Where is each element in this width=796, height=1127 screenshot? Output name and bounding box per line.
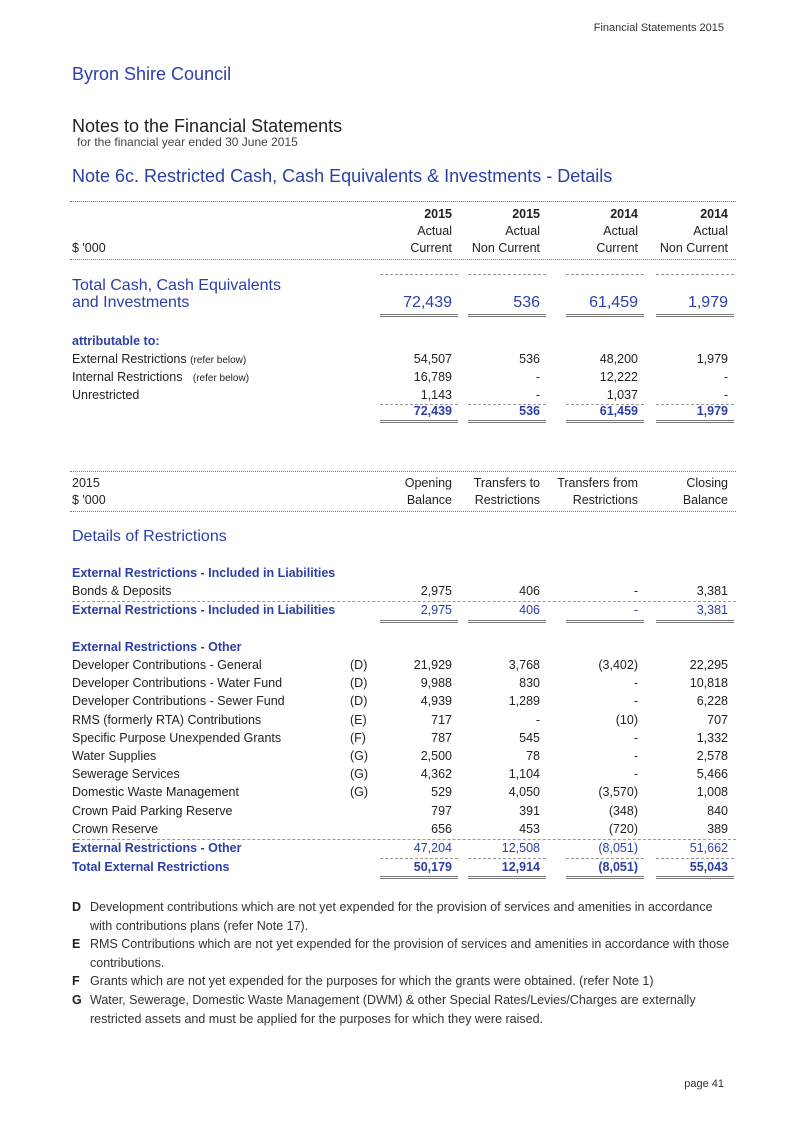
t1-h1-l2: Current [410, 241, 452, 255]
cell: 656 [431, 821, 452, 836]
cell: 840 [707, 803, 728, 818]
footnote-key: G [72, 993, 82, 1007]
liab-dbl [656, 620, 734, 623]
row-label: Water Supplies [72, 749, 157, 763]
row-label: Bonds & Deposits [72, 584, 172, 598]
t1-h2-l1: Actual [505, 224, 540, 238]
cell: - [633, 694, 638, 709]
t1-total-label-1: Total Cash, Cash Equivalents [72, 277, 281, 294]
ext-total-rule [380, 858, 458, 859]
cell: - [633, 584, 638, 598]
cell: (3,402) [598, 658, 638, 672]
cell: 2,578 [696, 749, 728, 763]
cell: 389 [707, 821, 728, 836]
table-row [0, 731, 796, 749]
cell: 1,979 [696, 352, 728, 366]
cell: 1,008 [696, 785, 728, 800]
table2-header-rule [70, 511, 736, 512]
table-row [0, 767, 796, 785]
attributable-label: attributable to: [72, 334, 160, 348]
footnote [72, 898, 732, 936]
liab-dbl [566, 620, 644, 623]
table-row [0, 370, 796, 388]
t1-sum-dbl [656, 420, 734, 423]
footnote-text: Grants which are not yet expended for the purposes for which the grants were obtained. (refer Note 1) [90, 974, 654, 988]
table-row [0, 352, 796, 370]
cell: 536 [519, 352, 540, 366]
t1-h2-year: 2015 [512, 207, 540, 221]
cell: 1,979 [696, 404, 728, 418]
row-label: Developer Contributions - Sewer Fund [72, 694, 285, 709]
table-row [0, 584, 796, 602]
ext-total-rule [468, 858, 546, 859]
t2-h1-l2: Balance [406, 493, 452, 507]
cell: 4,939 [420, 694, 452, 709]
cell: 21,929 [413, 658, 452, 672]
cell: 12,508 [501, 841, 540, 855]
t1-col3-topline [566, 274, 644, 275]
cell: - [633, 749, 638, 763]
cell: - [535, 712, 540, 727]
cell: 1,104 [508, 767, 540, 782]
liab-rule [72, 601, 736, 602]
row-label: External Restrictions - Other [72, 841, 242, 855]
council-name: Byron Shire Council [72, 64, 232, 84]
t1-col3-dbl [566, 314, 644, 317]
cell: - [535, 388, 540, 402]
cell: 22,295 [689, 658, 728, 672]
row-label: Specific Purpose Unexpended Grants [72, 730, 282, 745]
t1-sum-dbl [380, 420, 458, 423]
cell: 78 [526, 749, 540, 763]
table-row [0, 785, 796, 803]
cell: 16,789 [413, 370, 452, 384]
t1-ext-label: External Restrictions [72, 352, 187, 366]
t2-year: 2015 [72, 476, 100, 490]
t1-unit: $ '000 [72, 241, 106, 255]
cell: 55,043 [689, 860, 728, 874]
cell: 54,507 [413, 352, 452, 366]
t1-h1-year: 2015 [424, 207, 452, 221]
row-code: (G) [350, 785, 369, 800]
t1-col4-topline [656, 274, 734, 275]
cell: - [633, 603, 638, 617]
cell: 10,818 [689, 676, 728, 691]
cell: 6,228 [696, 694, 728, 709]
ext-total-dbl [656, 876, 734, 879]
notes-subtitle: for the financial year ended 30 June 2015 [77, 135, 298, 149]
footnote-key: F [72, 974, 80, 988]
t1-ext-note: (refer below) [190, 355, 247, 366]
row-label: RMS (formerly RTA) Contributions [72, 712, 262, 727]
t1-h3-l1: Actual [603, 224, 638, 238]
cell: 529 [431, 785, 452, 800]
row-label: Total External Restrictions [72, 860, 230, 874]
t1-col2-dbl [468, 314, 546, 317]
t1-total-v3: 61,459 [589, 294, 638, 311]
cell: 61,459 [599, 404, 638, 418]
liab-dbl [380, 620, 458, 623]
cell: 51,662 [689, 841, 728, 855]
table-row-total [0, 603, 796, 621]
t1-sum-dbl [566, 420, 644, 423]
notes-title: Notes to the Financial Statements [72, 116, 343, 136]
cell: (8,051) [598, 860, 638, 874]
t2-h4-l2: Balance [682, 493, 728, 507]
footnote [72, 972, 732, 991]
table1-top-rule [70, 201, 736, 202]
t1-h3-l2: Current [596, 241, 638, 255]
t1-h4-l1: Actual [693, 224, 728, 238]
t2-unit: $ '000 [72, 493, 106, 507]
row-label: Crown Paid Parking Reserve [72, 803, 233, 818]
cell: 787 [431, 730, 452, 745]
table-row-total [0, 841, 796, 859]
row-code: (D) [350, 676, 368, 691]
t2-h1-l1: Opening [404, 476, 452, 490]
footnote [72, 935, 732, 973]
row-code: (D) [350, 694, 368, 709]
cell: 536 [519, 404, 540, 418]
table-row [0, 694, 796, 712]
t1-col1-topline [380, 274, 458, 275]
cell: 2,500 [420, 749, 452, 763]
cell: - [633, 676, 638, 691]
cell: 453 [519, 821, 540, 836]
cell: 830 [519, 676, 540, 691]
table-row [0, 658, 796, 676]
cell: - [723, 388, 728, 402]
row-label: Developer Contributions - Water Fund [72, 676, 283, 691]
t2-h4-l1: Closing [686, 476, 728, 490]
row-label: Crown Reserve [72, 821, 159, 836]
footnote-text: Development contributions which are not yet expended for the provision of services and amenities in accordance with contributions plans (refer Note 17). [90, 900, 713, 933]
footnote-key: E [72, 937, 81, 951]
cell: 3,381 [696, 584, 728, 598]
cell: 1,289 [508, 694, 540, 709]
ext-total-dbl [468, 876, 546, 879]
details-heading: Details of Restrictions [72, 528, 227, 545]
ext-total-dbl [380, 876, 458, 879]
t1-col1-dbl [380, 314, 458, 317]
note-title: Note 6c. Restricted Cash, Cash Equivalents & Investments - Details [72, 166, 613, 186]
row-code: (G) [350, 749, 369, 763]
cell: 50,179 [413, 860, 452, 874]
cell: (3,570) [598, 785, 638, 800]
cell: - [535, 370, 540, 384]
cell: 717 [431, 712, 452, 727]
t1-total-v4: 1,979 [687, 294, 728, 311]
cell: (348) [608, 803, 638, 818]
cell: 47,204 [413, 841, 452, 855]
footnote-text: RMS Contributions which are not yet expended for the provision of services and amenities in accordance with those contributions. [90, 937, 730, 970]
t2-h2-l1: Transfers to [473, 476, 540, 490]
row-label: Domestic Waste Management [72, 785, 239, 800]
table-row [0, 749, 796, 767]
t1-h2-l2: Non Current [471, 241, 540, 255]
cell: (8,051) [598, 841, 638, 855]
cell: 72,439 [413, 404, 452, 418]
cell: (10) [615, 712, 638, 727]
other-heading: External Restrictions - Other [72, 640, 242, 654]
row-code: (G) [350, 767, 369, 782]
cell: 2,975 [420, 603, 452, 617]
cell: 12,222 [599, 370, 638, 384]
t1-h3-year: 2014 [610, 207, 638, 221]
cell: 4,362 [420, 767, 452, 782]
row-label: Sewerage Services [72, 767, 180, 782]
t1-unr-label: Unrestricted [72, 388, 140, 402]
cell: 406 [519, 603, 540, 617]
cell: (720) [608, 821, 638, 836]
table-row [0, 804, 796, 822]
cell: 3,381 [696, 603, 728, 617]
cell: 391 [519, 803, 540, 818]
t1-h1-l1: Actual [417, 224, 452, 238]
table-row [0, 676, 796, 694]
cell: 12,914 [501, 860, 540, 874]
cell: - [633, 767, 638, 782]
t1-col2-topline [468, 274, 546, 275]
t2-h2-l2: Restrictions [474, 493, 540, 507]
cell: 545 [519, 730, 540, 745]
table-row [0, 822, 796, 840]
t1-col4-dbl [656, 314, 734, 317]
t2-h3-l1: Transfers from [557, 476, 638, 490]
page-number: page 41 [684, 1078, 724, 1090]
cell: 406 [519, 584, 540, 598]
footnote-key: D [72, 900, 82, 914]
page-header: Financial Statements 2015 [593, 22, 724, 34]
cell: 48,200 [599, 352, 638, 366]
row-code: (E) [350, 712, 367, 727]
liab-heading: External Restrictions - Included in Liabilities [72, 566, 336, 580]
footnote [72, 991, 732, 1029]
cell: 3,768 [508, 658, 540, 672]
cell: 1,037 [606, 388, 638, 402]
t1-total-label-2: and Investments [72, 294, 190, 311]
table2-top-rule [70, 471, 736, 472]
row-code: (F) [350, 730, 366, 745]
t1-total-v2: 536 [513, 294, 540, 311]
ext-total-dbl [566, 876, 644, 879]
cell: 1,143 [420, 388, 452, 402]
cell: - [723, 370, 728, 384]
cell: 1,332 [696, 730, 728, 745]
cell: 9,988 [420, 676, 452, 691]
t2-h3-l2: Restrictions [572, 493, 638, 507]
t1-h4-l2: Non Current [659, 241, 728, 255]
cell: 797 [431, 803, 452, 818]
ext-total-rule [566, 858, 644, 859]
t1-int-note: (refer below) [192, 373, 250, 384]
footnote-text: Water, Sewerage, Domestic Waste Management (DWM) & other Special Rates/Levies/Charges are externally restricted assets and must be applied for the purposes for which they were raised. [90, 993, 696, 1026]
table1-header-rule [70, 259, 736, 260]
cell: 707 [707, 712, 728, 727]
t1-total-v1: 72,439 [403, 294, 452, 311]
ext-total-rule [656, 858, 734, 859]
t1-h4-year: 2014 [700, 207, 728, 221]
row-label: External Restrictions - Included in Liabilities [72, 603, 336, 617]
liab-dbl [468, 620, 546, 623]
row-code: (D) [350, 658, 368, 672]
t1-sum-dbl [468, 420, 546, 423]
t1-int-label: Internal Restrictions [72, 370, 183, 384]
cell: 2,975 [420, 584, 452, 598]
cell: 5,466 [696, 767, 728, 782]
cell: 4,050 [508, 785, 540, 800]
table-row [0, 713, 796, 731]
cell: - [633, 730, 638, 745]
other-rule [72, 839, 736, 840]
row-label: Developer Contributions - General [72, 658, 262, 672]
